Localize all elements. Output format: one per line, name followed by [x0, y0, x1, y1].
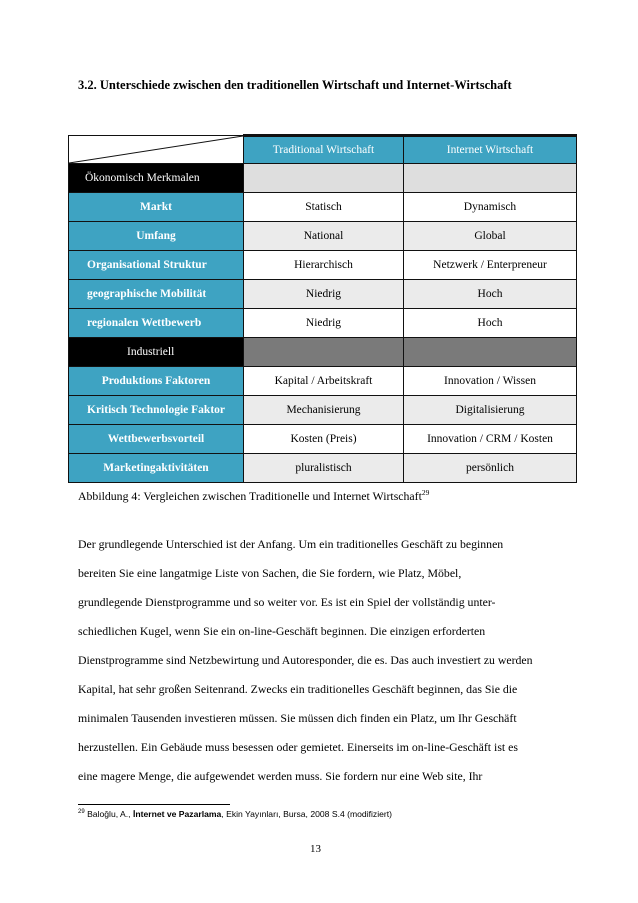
table-row [69, 425, 577, 454]
table-row [69, 251, 577, 280]
section-filler [404, 338, 577, 367]
row-label: Wettbewerbsvorteil [69, 425, 244, 454]
internet-cell: Global [404, 222, 577, 251]
table-corner-cell [69, 136, 244, 164]
internet-cell: Netzwerk / Enterpreneur [404, 251, 577, 280]
paragraph-line: schiedlichen Kugel, wenn Sie ein on-line-Geschäft beginnen. Die einzigen erforderten [78, 624, 486, 638]
paragraph-line: herzustellen. Ein Gebäude muss besessen oder gemietet. Einerseits im on-line-Geschäft ist es [78, 740, 518, 754]
row-label: regionalen Wettbewerb [69, 309, 244, 338]
footnote-title: İnternet ve Pazarlama [132, 809, 222, 819]
paragraph-line: bereiten Sie eine langatmige Liste von Sachen, die Sie fordern, wie Platz, Möbel, [78, 566, 462, 580]
section-row-oekonomisch [69, 164, 577, 193]
row-label: Umfang [69, 222, 244, 251]
row-label: Markt [69, 193, 244, 222]
traditional-cell: National [244, 222, 404, 251]
table-row [69, 280, 577, 309]
row-label: Kritisch Technologie Faktor [69, 396, 244, 425]
section-heading: 3.2. Unterschiede zwischen den traditionellen Wirtschaft und Internet-Wirtschaft [78, 78, 512, 92]
paragraph-line: eine magere Menge, die aufgewendet werden muss. Sie fordern nur eine Web site, Ihr [78, 769, 483, 783]
internet-cell: Dynamisch [404, 193, 577, 222]
traditional-cell: pluralistisch [244, 454, 404, 483]
footnote [78, 809, 392, 819]
section-label-oekonomisch: Ökonomisch Merkmalen [69, 164, 244, 193]
column-header-traditional: Traditional Wirtschaft [244, 136, 404, 164]
internet-cell: Hoch [404, 280, 577, 309]
internet-cell: Innovation / Wissen [404, 367, 577, 396]
paragraph-line: minimalen Tausenden investieren müssen. Sie müssen dich finden ein Platz, um Ihr Geschäft [78, 711, 517, 725]
footnote-author: Baloğlu, A., [84, 809, 133, 819]
footnote-separator [78, 804, 230, 805]
row-label: Produktions Faktoren [69, 367, 244, 396]
traditional-cell: Kapital / Arbeitskraft [244, 367, 404, 396]
footnote-number: 29 [78, 809, 85, 816]
table-row [69, 222, 577, 251]
section-filler [244, 338, 404, 367]
internet-cell: Hoch [404, 309, 577, 338]
row-label: Marketingaktivitäten [69, 454, 244, 483]
traditional-cell: Statisch [244, 193, 404, 222]
traditional-cell: Niedrig [244, 309, 404, 338]
traditional-cell: Kosten (Preis) [244, 425, 404, 454]
paragraph-line: Der grundlegende Unterschied ist der Anfang. Um ein traditionelles Geschäft zu beginnen [78, 537, 504, 551]
section-filler [244, 164, 404, 193]
table-row [69, 396, 577, 425]
paragraph-line: Dienstprogramme sind Netzbewirtung und Autoresponder, die es. Das auch investiert zu werden [78, 653, 533, 667]
comparison-table [68, 134, 577, 483]
row-label: geographische Mobilität [69, 280, 244, 309]
section-row-industriell [69, 338, 577, 367]
table-row [69, 309, 577, 338]
internet-cell: Innovation / CRM / Kosten [404, 425, 577, 454]
paragraph-line: Kapital, hat sehr großen Seitenrand. Zwecks ein traditionelles Geschäft beginnen, das Sie die [78, 682, 518, 696]
table-row [69, 367, 577, 396]
column-header-internet: Internet Wirtschaft [404, 136, 577, 164]
table-row [69, 193, 577, 222]
table-header-row [69, 136, 577, 164]
internet-cell: persönlich [404, 454, 577, 483]
row-label: Organisational Struktur [69, 251, 244, 280]
figure-caption [78, 489, 429, 504]
page-number: 13 [310, 843, 321, 855]
traditional-cell: Niedrig [244, 280, 404, 309]
section-label-industriell: Industriell [69, 338, 244, 367]
paragraph-line: grundlegende Dienstprogramme und so weiter vor. Es ist ein Spiel der vollständig unter- [78, 595, 496, 609]
diagonal-divider [69, 136, 243, 163]
internet-cell: Digitalisierung [404, 396, 577, 425]
table-row [69, 454, 577, 483]
section-filler [404, 164, 577, 193]
traditional-cell: Mechanisierung [244, 396, 404, 425]
caption-text: Abbildung 4: Vergleichen zwischen Traditionelle und Internet Wirtschaft [78, 489, 422, 503]
footnote-reference: 29 [421, 488, 430, 498]
traditional-cell: Hierarchisch [244, 251, 404, 280]
footnote-publisher: , Ekin Yayınları, Bursa, 2008 S.4 (modifiziert) [221, 809, 393, 819]
